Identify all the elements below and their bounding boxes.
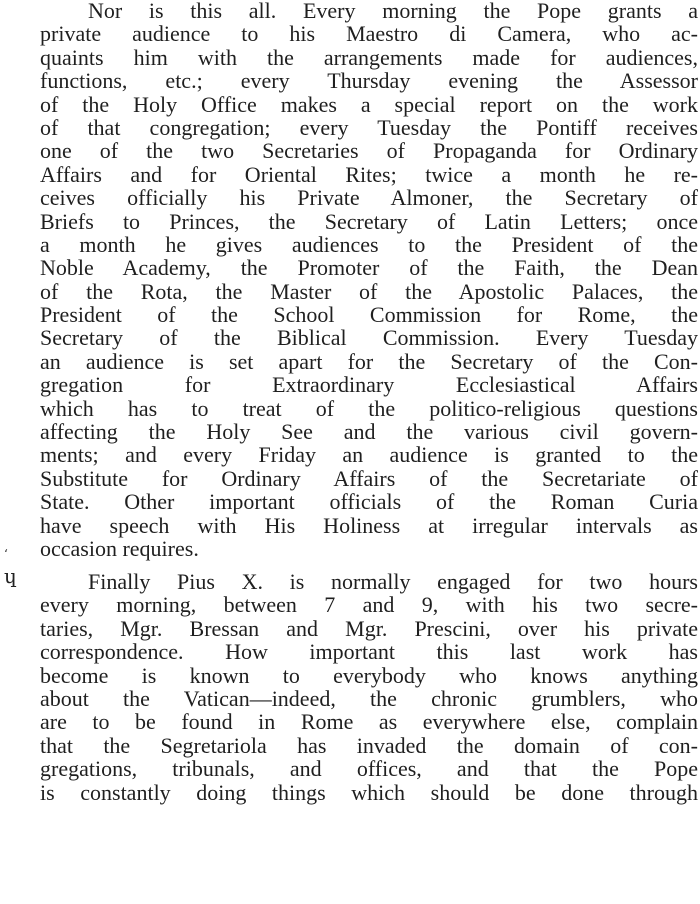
- text-line: Finally Pius X. is normally engaged for two hours: [88, 569, 698, 594]
- text-line: ceives officially his Private Almoner, the Secretary of: [40, 185, 698, 211]
- text-line: of that congregation; every Tuesday the Pontiff receives: [40, 114, 698, 140]
- text-line: is constantly doing things which should be done through: [40, 779, 698, 805]
- paragraph-correspondence: [40, 570, 698, 804]
- text-line: gregations, tribunals, and offices, and that the Pope: [40, 756, 698, 782]
- text-line: Nor is this all. Every morning the Pope grants a: [88, 0, 698, 23]
- text-line: of the Rota, the Master of the Apostolic Palaces, the: [40, 278, 698, 304]
- paragraph-audiences: [40, 0, 698, 560]
- text-line: become is known to everybody who knows anything: [40, 662, 698, 688]
- text-line: are to be found in Rome as everywhere else, complain: [40, 709, 698, 735]
- text-line: Briefs to Princes, the Secretary of Latin Letters; once: [40, 208, 698, 234]
- text-line: quaints him with the arrangements made for audiences,: [40, 44, 698, 70]
- text-line: Substitute for Ordinary Affairs of the Secretariate of: [40, 465, 698, 491]
- text-line: which has to treat of the politico-religious questions: [40, 395, 698, 421]
- text-line: ments; and every Friday an audience is granted to the: [40, 442, 698, 468]
- text-line: every morning, between 7 and 9, with his two secre-: [40, 592, 698, 618]
- text-line: Noble Academy, the Promoter of the Faith, the Dean: [40, 255, 698, 281]
- text-line: State. Other important officials of the Roman Curia: [40, 489, 698, 515]
- text-line: functions, etc.; every Thursday evening the Assessor: [40, 68, 698, 94]
- text-line: affecting the Holy See and the various civil govern-: [40, 419, 698, 445]
- text-line: Affairs and for Oriental Rites; twice a month he re-: [40, 161, 698, 187]
- text-line: Secretary of the Biblical Commission. Every Tuesday: [40, 325, 698, 351]
- text-line: private audience to his Maestro di Camera, who ac-: [40, 21, 698, 47]
- text-line: correspondence. How important this last work has: [40, 639, 698, 665]
- text-line: an audience is set apart for the Secretary of the Con-: [40, 348, 698, 374]
- text-line: gregation for Extraordinary Ecclesiastical Affairs: [40, 372, 698, 398]
- margin-tick-mark: ‘: [4, 547, 8, 561]
- text-line: taries, Mgr. Bressan and Mgr. Prescini, over his private: [40, 615, 698, 641]
- text-line: occasion requires.: [40, 535, 199, 561]
- text-line: President of the School Commission for Rome, the: [40, 302, 698, 328]
- text-line: of the Holy Office makes a special report on the work: [40, 91, 698, 117]
- margin-annotation-mark: ɥ: [4, 564, 17, 588]
- text-line: that the Segretariola has invaded the domain of con-: [40, 732, 698, 758]
- text-line: have speech with His Holiness at irregular intervals as: [40, 512, 698, 538]
- text-line: a month he gives audiences to the President of the: [40, 231, 698, 257]
- text-line: about the Vatican—indeed, the chronic grumblers, who: [40, 685, 698, 711]
- text-line: one of the two Secretaries of Propaganda for Ordinary: [40, 138, 698, 164]
